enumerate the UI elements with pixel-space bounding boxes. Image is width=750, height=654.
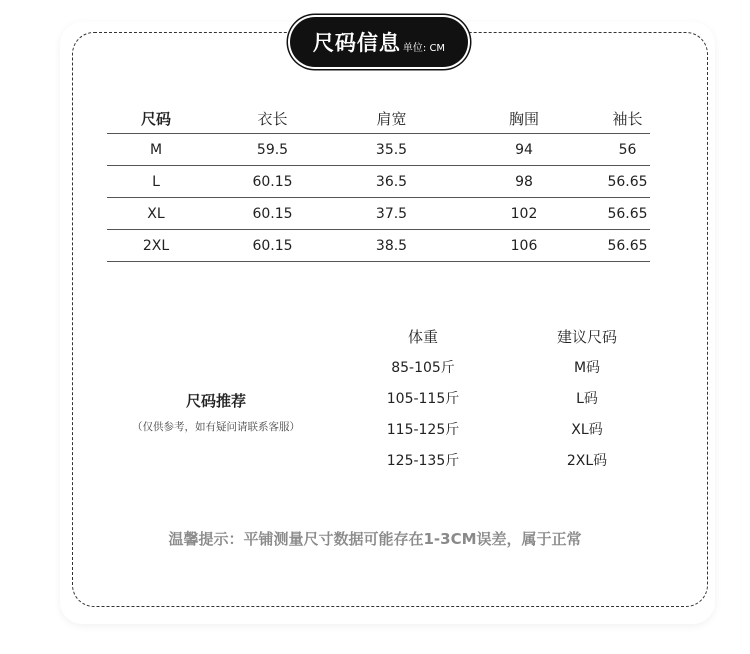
suggested-size-value: M码 — [573, 360, 601, 376]
weight-column — [373, 322, 473, 477]
recommend-note: （仅供参考，如有疑问请联系客服） — [132, 421, 300, 433]
cell-length: 60.15 — [252, 205, 293, 222]
cell-size: XL — [147, 205, 165, 222]
cell-size: 2XL — [142, 237, 170, 254]
header-sleeve: 袖长 — [612, 109, 643, 128]
cell-sleeve: 56.65 — [607, 173, 648, 190]
cell-chest: 98 — [515, 173, 533, 190]
weight-header: 体重 — [407, 328, 438, 346]
suggested-size-column — [537, 322, 637, 477]
table-row — [107, 198, 650, 230]
cell-chest: 102 — [510, 205, 538, 222]
cell-shoulder: 37.5 — [375, 205, 408, 222]
cell-chest: 106 — [510, 237, 538, 254]
size-table-header — [107, 103, 650, 134]
suggested-size-header: 建议尺码 — [556, 328, 617, 346]
table-row — [107, 230, 650, 262]
cell-sleeve: 56.65 — [607, 237, 648, 254]
cell-shoulder: 36.5 — [375, 173, 408, 190]
cell-chest: 94 — [515, 141, 533, 158]
unit-label: 单位: CM — [402, 42, 446, 54]
cell-shoulder: 38.5 — [375, 237, 408, 254]
suggested-size-value: L码 — [576, 391, 598, 407]
header-shoulder: 肩宽 — [376, 109, 407, 128]
cell-shoulder: 35.5 — [375, 141, 408, 158]
suggested-size-value: 2XL码 — [566, 453, 608, 469]
cell-size: M — [149, 141, 163, 158]
header-chest: 胸围 — [508, 109, 539, 128]
table-row — [107, 134, 650, 166]
cell-length: 60.15 — [252, 173, 293, 190]
weight-value: 105-115斤 — [386, 391, 460, 407]
measurement-tip: 温馨提示：平铺测量尺寸数据可能存在1-3CM误差，属于正常 — [168, 530, 582, 548]
cell-size: L — [152, 173, 160, 190]
recommend-title: 尺码推荐 — [185, 392, 246, 410]
suggested-size-value: XL码 — [571, 422, 603, 438]
cell-length: 59.5 — [256, 141, 289, 158]
weight-value: 85-105斤 — [391, 360, 455, 376]
header-size: 尺码 — [140, 109, 171, 128]
cell-length: 60.15 — [252, 237, 293, 254]
title-badge — [290, 17, 468, 67]
cell-sleeve: 56 — [618, 141, 637, 158]
weight-value: 115-125斤 — [386, 422, 460, 438]
page-title: 尺码信息 — [312, 31, 401, 55]
weight-value: 125-135斤 — [386, 453, 460, 469]
size-table — [107, 103, 650, 262]
cell-sleeve: 56.65 — [607, 205, 648, 222]
header-length: 衣长 — [257, 109, 288, 128]
table-row — [107, 166, 650, 198]
